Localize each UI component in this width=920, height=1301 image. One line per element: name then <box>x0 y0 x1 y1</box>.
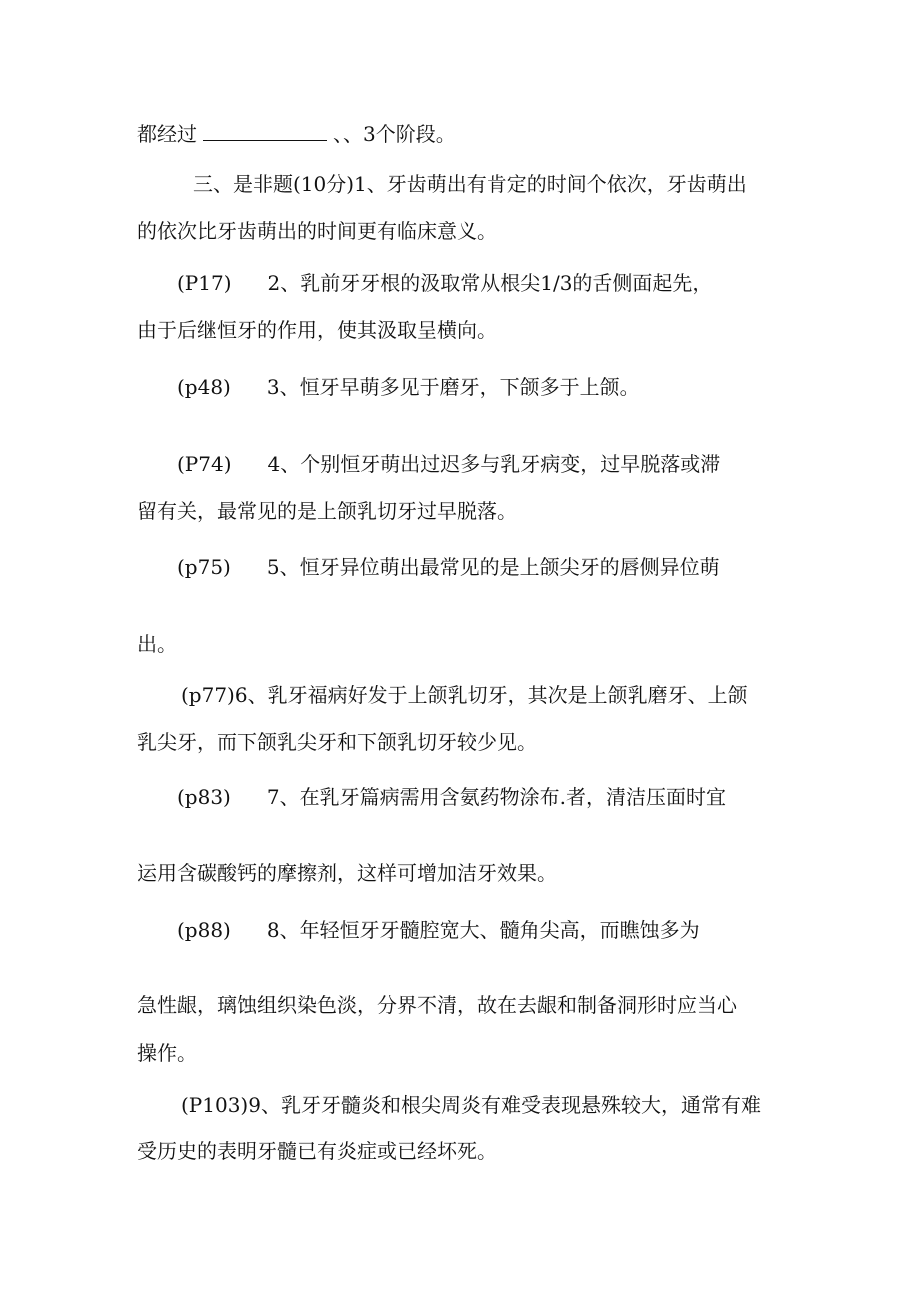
page-ref-p74: (P74) <box>177 452 232 476</box>
page-ref-p83: (p83) <box>177 785 231 809</box>
question-4-text: 4、个别恒牙萌出过迟多与乳牙病变，过早脱落或滞 <box>267 452 721 476</box>
text-line-3: 的依次比牙齿萌出的时间更有临床意义。 <box>137 219 497 243</box>
question-4-continuation: 留有关，最常见的是上颌乳切牙过早脱落。 <box>137 499 517 523</box>
question-8-continuation: 急性龈，璃蚀组织染色淡，分界不清，故在去龈和制备洞形时应当心 <box>137 993 737 1017</box>
question-9-continuation: 受历史的表明牙髓已有炎症或已经坏死。 <box>137 1139 497 1163</box>
question-7-line <box>177 784 726 810</box>
question-6-line: (p77)6、乳牙福病好发于上颌乳切牙，其次是上颌乳磨牙、上颌 <box>181 683 748 707</box>
question-8-line <box>177 917 700 943</box>
text-line-1 <box>137 121 456 147</box>
page-ref-p75: (p75) <box>177 555 231 579</box>
page-ref-p48: (p48) <box>177 375 231 399</box>
question-8-text: 8、年轻恒牙牙髓腔宽大、髓角尖高，而瞧蚀多为 <box>266 918 700 942</box>
question-5-continuation: 出。 <box>137 632 177 656</box>
question-7-text: 7、在乳牙篇病需用含氨药物涂布.者，清洁压面时宜 <box>266 785 726 809</box>
line-1-text-b: 、、3个阶段。 <box>333 122 456 146</box>
page-ref-p17: (P17) <box>177 271 232 295</box>
question-8-end: 操作。 <box>137 1041 197 1065</box>
line-1-text-a: 都经过 <box>137 122 197 146</box>
question-2-continuation: 由于后继恒牙的作用，使其汲取呈横向。 <box>137 318 497 342</box>
question-3-line <box>177 374 640 400</box>
question-3-text: 3、恒牙早萌多见于磨牙，下颌多于上颌。 <box>266 375 640 399</box>
question-4-line <box>177 451 720 477</box>
question-9-line: (P103)9、乳牙牙髓炎和根尖周炎有难受表现悬殊较大，通常有难 <box>181 1093 761 1117</box>
question-5-text: 5、恒牙异位萌出最常见的是上颌尖牙的唇侧异位萌 <box>266 555 720 579</box>
question-2-text: 2、乳前牙牙根的汲取常从根尖1/3的舌侧面起先， <box>267 271 713 295</box>
question-5-line <box>177 554 720 580</box>
question-2-line <box>177 270 712 296</box>
fill-in-blank <box>203 122 327 141</box>
section-heading-line: 三、是非题(10分)1、牙齿萌出有肯定的时间个依次，牙齿萌出 <box>193 172 747 196</box>
question-7-continuation: 运用含碳酸钙的摩擦剂，这样可增加洁牙效果。 <box>137 861 557 885</box>
question-6-continuation: 乳尖牙，而下颌乳尖牙和下颌乳切牙较少见。 <box>137 730 537 754</box>
page-ref-p88: (p88) <box>177 918 231 942</box>
